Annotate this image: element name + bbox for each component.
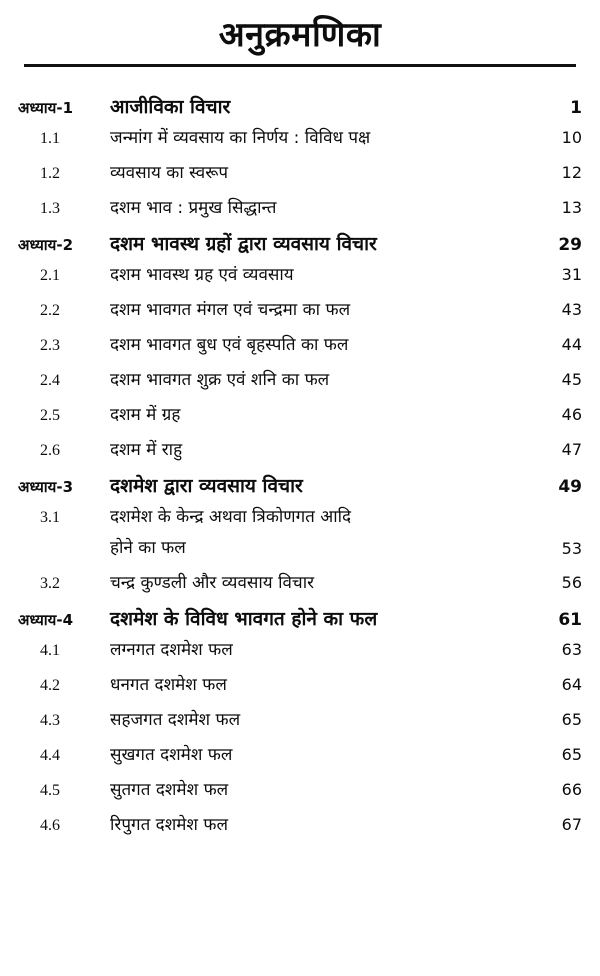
toc-entry-page-number: 49	[558, 477, 582, 497]
toc-entry-label	[110, 437, 536, 460]
toc-entry-number: अध्याय-1	[18, 99, 74, 117]
toc-entry-page-number: 13	[561, 198, 582, 217]
toc-entry-label-line1: लग्नगत दशमेश फल	[110, 640, 233, 660]
toc-entry-label-line1: दशम भावगत मंगल एवं चन्द्रमा का फल	[110, 300, 351, 320]
toc-entry-page-number: 53	[561, 539, 582, 558]
toc-section-row[interactable]	[18, 195, 582, 218]
toc-entry-label	[110, 504, 536, 558]
toc-section-row[interactable]	[18, 742, 582, 765]
toc-entry-page-number: 44	[561, 335, 582, 354]
toc-entry-label-line1: दशमेश के विविध भावगत होने का फल	[110, 608, 378, 630]
toc-section-row[interactable]	[18, 504, 582, 558]
toc-entry-page-number: 61	[558, 610, 582, 630]
toc-section-row[interactable]	[18, 332, 582, 355]
toc-entry-page-number: 12	[561, 163, 582, 182]
toc-section-row[interactable]	[18, 125, 582, 148]
toc-entry-label-line1: दशम भावस्थ ग्रहों द्वारा व्यवसाय विचार	[110, 233, 377, 255]
toc-entry-number: 2.3	[40, 337, 60, 354]
toc-entry-page-number: 45	[561, 370, 582, 389]
toc-entry-label	[110, 402, 536, 425]
toc-entry-label-line1: सुतगत दशमेश फल	[110, 780, 229, 800]
toc-entry-number: 1.3	[40, 200, 60, 217]
toc-section-row[interactable]	[18, 672, 582, 695]
toc-entry-page-number: 47	[561, 440, 582, 459]
toc-entry-page-number: 56	[561, 573, 582, 592]
toc-entry-page-number: 65	[561, 710, 582, 729]
toc-entry-label	[110, 160, 536, 183]
toc-entry-label	[110, 605, 536, 631]
toc-entry-page-number: 10	[561, 128, 582, 147]
toc-section-row[interactable]	[18, 812, 582, 835]
toc-entry-label-line1: सुखगत दशमेश फल	[110, 745, 233, 765]
toc-section-row[interactable]	[18, 262, 582, 285]
toc-entry-label-line1: दशम भावगत शुक्र एवं शनि का फल	[110, 370, 330, 390]
toc-chapter-row[interactable]	[18, 605, 582, 631]
toc-entry-label	[110, 812, 536, 835]
toc-entry-label	[110, 230, 536, 256]
toc-entry-number: 4.2	[40, 677, 60, 694]
toc-entry-label	[110, 742, 536, 765]
toc-entry-label-line1: दशम में ग्रह	[110, 405, 181, 425]
toc-entry-label-line1: दशम भावस्थ ग्रह एवं व्यवसाय	[110, 265, 294, 285]
toc-entry-number: 4.5	[40, 782, 60, 799]
toc-entry-number: 2.1	[40, 267, 60, 284]
toc-entry-number: 3.1	[40, 509, 60, 526]
toc-entry-number: 1.2	[40, 165, 60, 182]
toc-entry-page-number: 31	[561, 265, 582, 284]
toc-section-row[interactable]	[18, 570, 582, 593]
toc-entry-number: 2.4	[40, 372, 60, 389]
toc-entry-label-line2: होने का फल	[110, 538, 186, 558]
toc-entry-page-number: 63	[561, 640, 582, 659]
page-title: अनुक्रमणिका	[218, 15, 382, 55]
toc-entry-number: 4.6	[40, 817, 60, 834]
toc-entry-page-number: 67	[561, 815, 582, 834]
toc-entry-label-line1: दशमेश द्वारा व्यवसाय विचार	[110, 475, 303, 497]
toc-section-row[interactable]	[18, 637, 582, 660]
toc-entry-label-line1: व्यवसाय का स्वरूप	[110, 163, 229, 183]
toc-entry-label-line1: चन्द्र कुण्डली और व्यवसाय विचार	[110, 573, 315, 593]
toc-section-row[interactable]	[18, 707, 582, 730]
toc-entry-number: अध्याय-2	[18, 236, 74, 254]
toc-entry-page-number: 1	[570, 98, 582, 118]
toc-entry-label-line1: दशम भाव : प्रमुख सिद्धान्त	[110, 198, 277, 218]
toc-entry-number: 1.1	[40, 130, 60, 147]
toc-entry-label	[110, 472, 536, 498]
toc-entry-label-line1: आजीविका विचार	[110, 96, 231, 118]
toc-entry-number: 2.2	[40, 302, 60, 319]
toc-chapter-row[interactable]	[18, 230, 582, 256]
toc-section-row[interactable]	[18, 437, 582, 460]
toc-chapter-row[interactable]	[18, 93, 582, 119]
toc-entry-label-line1: रिपुगत दशमेश फल	[110, 815, 229, 835]
toc-entry-label-line1: दशमेश के केन्द्र अथवा त्रिकोणगत आदि	[110, 507, 352, 527]
toc-entry-label-line1: जन्मांग में व्यवसाय का निर्णय : विविध पक्ष	[110, 128, 371, 148]
toc-chapter-row[interactable]	[18, 472, 582, 498]
toc-entry-label	[110, 195, 536, 218]
toc-entry-label	[110, 637, 536, 660]
toc-entry-page-number: 66	[561, 780, 582, 799]
toc-entry-number: 2.5	[40, 407, 60, 424]
toc-section-row[interactable]	[18, 160, 582, 183]
toc-entry-page-number: 65	[561, 745, 582, 764]
toc-entry-number: अध्याय-4	[18, 611, 74, 629]
toc-entry-label-line1: धनगत दशमेश फल	[110, 675, 227, 695]
toc-entry-number: 4.1	[40, 642, 60, 659]
toc-section-row[interactable]	[18, 402, 582, 425]
toc-entry-label	[110, 332, 536, 355]
toc-entry-page-number: 46	[561, 405, 582, 424]
toc-section-row[interactable]	[18, 777, 582, 800]
toc-entry-label	[110, 262, 536, 285]
toc-page	[0, 10, 600, 976]
toc-entry-label	[110, 93, 536, 119]
toc-entry-page-number: 64	[561, 675, 582, 694]
toc-section-row[interactable]	[18, 367, 582, 390]
toc-entry-label-line1: दशम भावगत बुध एवं बृहस्पति का फल	[110, 335, 349, 355]
toc-entry-label	[110, 367, 536, 390]
toc-entry-label-line1: दशम में राहु	[110, 440, 183, 460]
toc-entry-page-number: 43	[561, 300, 582, 319]
title-divider	[24, 64, 576, 67]
toc-entry-label	[110, 570, 536, 593]
toc-entry-number: 4.3	[40, 712, 60, 729]
toc-entry-label	[110, 297, 536, 320]
toc-entry-label	[110, 707, 536, 730]
toc-entry-label-line1: सहजगत दशमेश फल	[110, 710, 241, 730]
toc-section-row[interactable]	[18, 297, 582, 320]
table-of-contents	[18, 93, 582, 835]
toc-entry-page-number: 29	[558, 235, 582, 255]
toc-entry-label	[110, 125, 536, 148]
toc-entry-number: 4.4	[40, 747, 60, 764]
toc-entry-label	[110, 672, 536, 695]
toc-entry-number: अध्याय-3	[18, 478, 74, 496]
toc-entry-number: 3.2	[40, 575, 60, 592]
toc-entry-number: 2.6	[40, 442, 60, 459]
toc-entry-label	[110, 777, 536, 800]
